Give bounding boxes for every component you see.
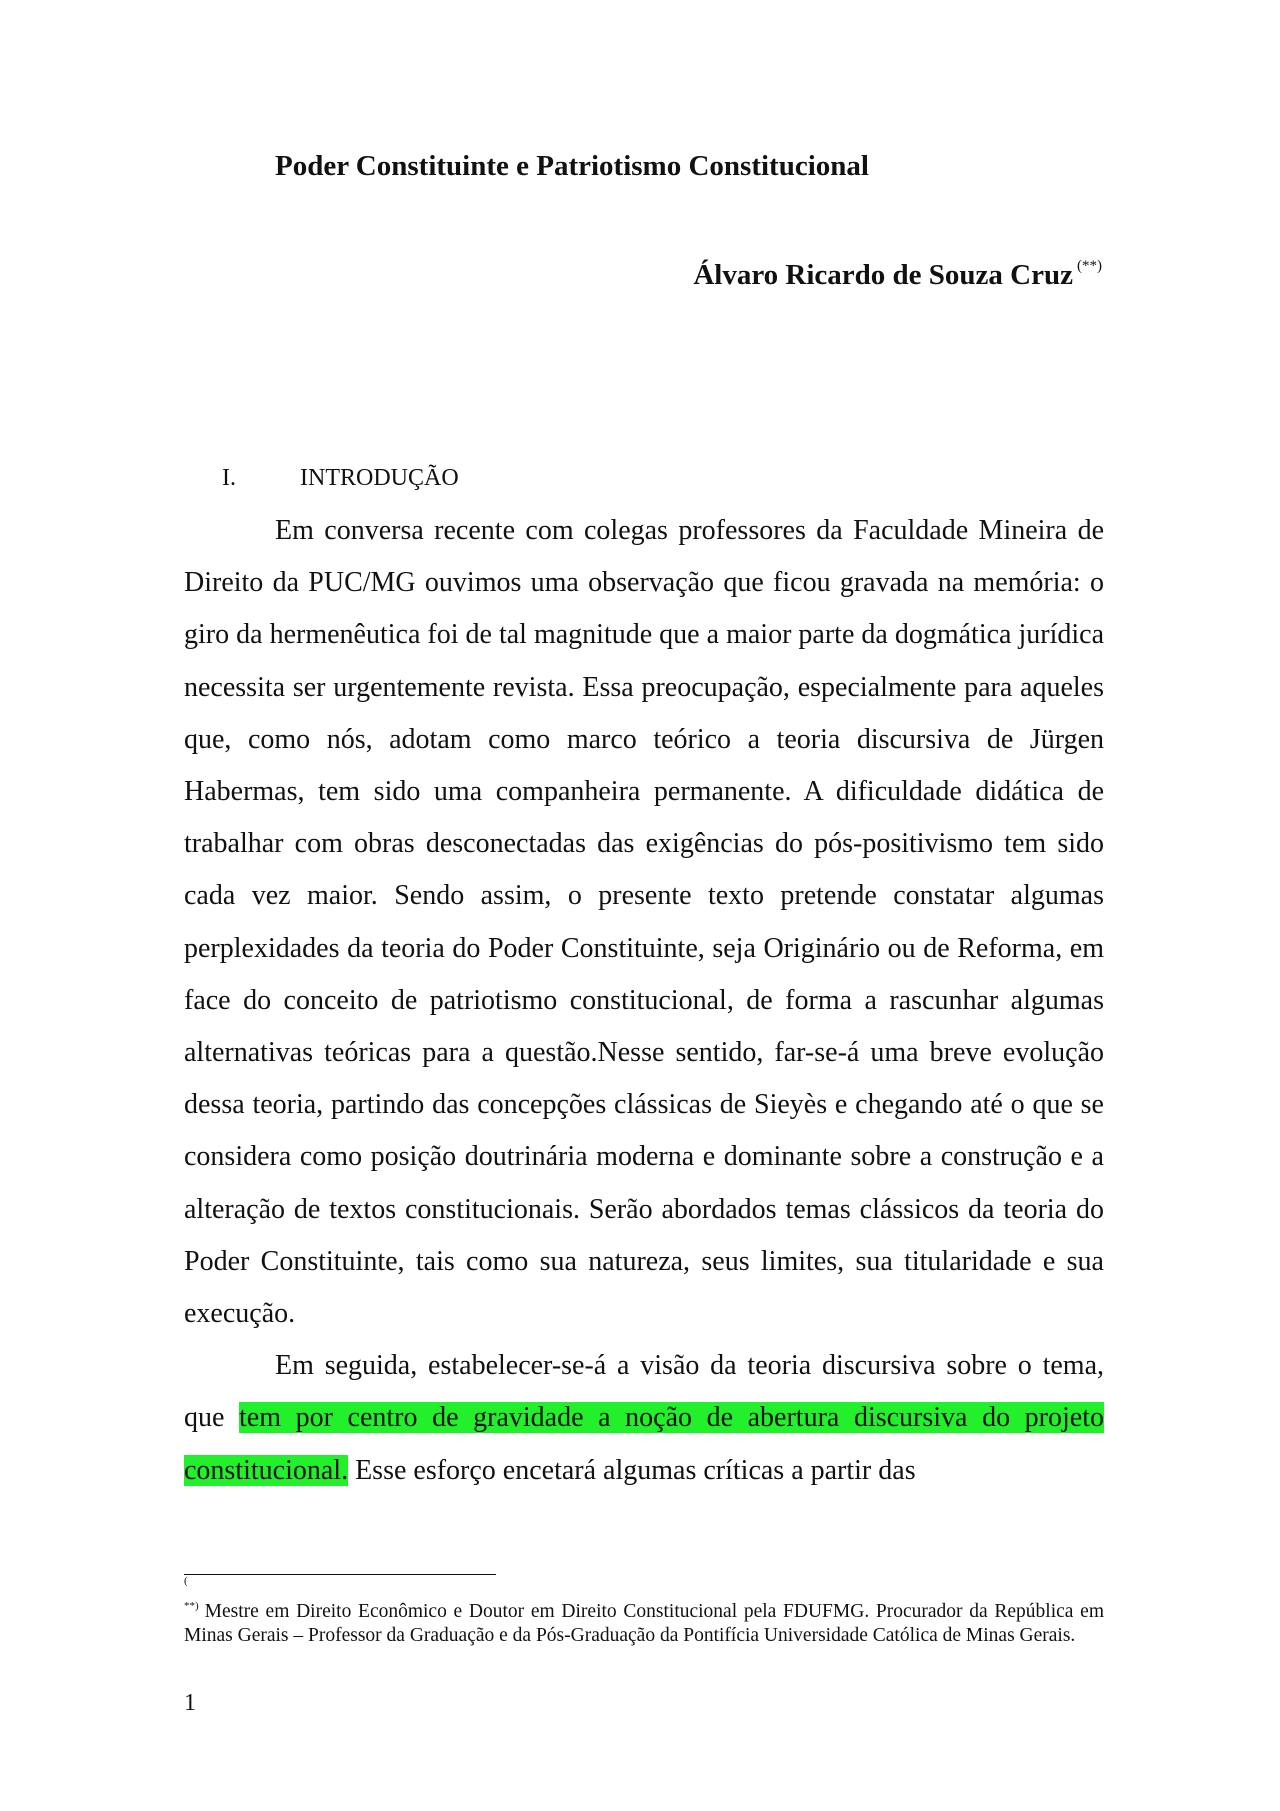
footnote [184,1595,1104,1647]
section-title: INTRODUÇÃO [300,465,459,491]
footnote-open-mark: ( [184,1575,188,1587]
author-note-marker: (**) [1077,258,1102,274]
highlighted-text: tem por centro de gravidade a noção de abertura discursiva do projeto constitucional. [184,1402,1104,1486]
body-text [184,505,1104,1497]
author-name: Álvaro Ricardo de Souza Cruz [693,259,1073,291]
paragraph-2 [184,1340,1104,1497]
footnote-separator [184,1574,496,1575]
author-line [693,258,1102,292]
section-number: I. [222,465,236,491]
page-number: 1 [184,1690,196,1716]
paragraph-1: Em conversa recente com colegas professores da Faculdade Mineira de Direito da PUC/MG ouvimos uma observação que ficou gravada na memória: o giro da hermenêutica foi de tal magnitude que a maior parte da dogmática jurídica necessita ser urgentemente revista. Essa preocupação, especialmente para aqueles que, como nós, adotam como marco teórico a teoria discursiva de Jürgen Habermas, tem sido uma companheira permanente. A dificuldade didática de trabalhar com obras desconectadas das exigências do pós-positivismo tem sido cada vez maior. Sendo assim, o presente texto pretende constatar algumas perplexidades da teoria do Poder Constituinte, seja Originário ou de Reforma, em face do conceito de patriotismo constitucional, de forma a rascunhar algumas alternativas teóricas para a questão.Nesse sentido, far-se-á uma breve evolução dessa teoria, partindo das concepções clássicas de Sieyès e chegando até o que se considera como posição doutrinária moderna e dominante sobre a construção e a alteração de textos constitucionais. Serão abordados temas clássicos da teoria do Poder Constituinte, tais como sua natureza, seus limites, sua titularidade e sua execução. [184,515,1104,1330]
footnote-marker: **) [184,1600,199,1612]
section-heading [222,465,459,492]
paragraph-2-end: Esse esforço encetará algumas críticas a partir das [348,1454,916,1486]
paragraph-2-start: Em seguida, estabelecer-se-á a visão da teoria discursiva sobre o tema, que [184,1350,1104,1434]
document-title: Poder Constituinte e Patriotismo Constitucional [275,150,869,182]
footnote-text: Mestre em Direito Econômico e Doutor em Direito Constitucional pela FDUFMG. Procurador da República em Minas Gerais – Professor da Graduação e da Pós-Graduação da Pontifícia Universidade Católica de Minas Gerais. [184,1601,1104,1646]
